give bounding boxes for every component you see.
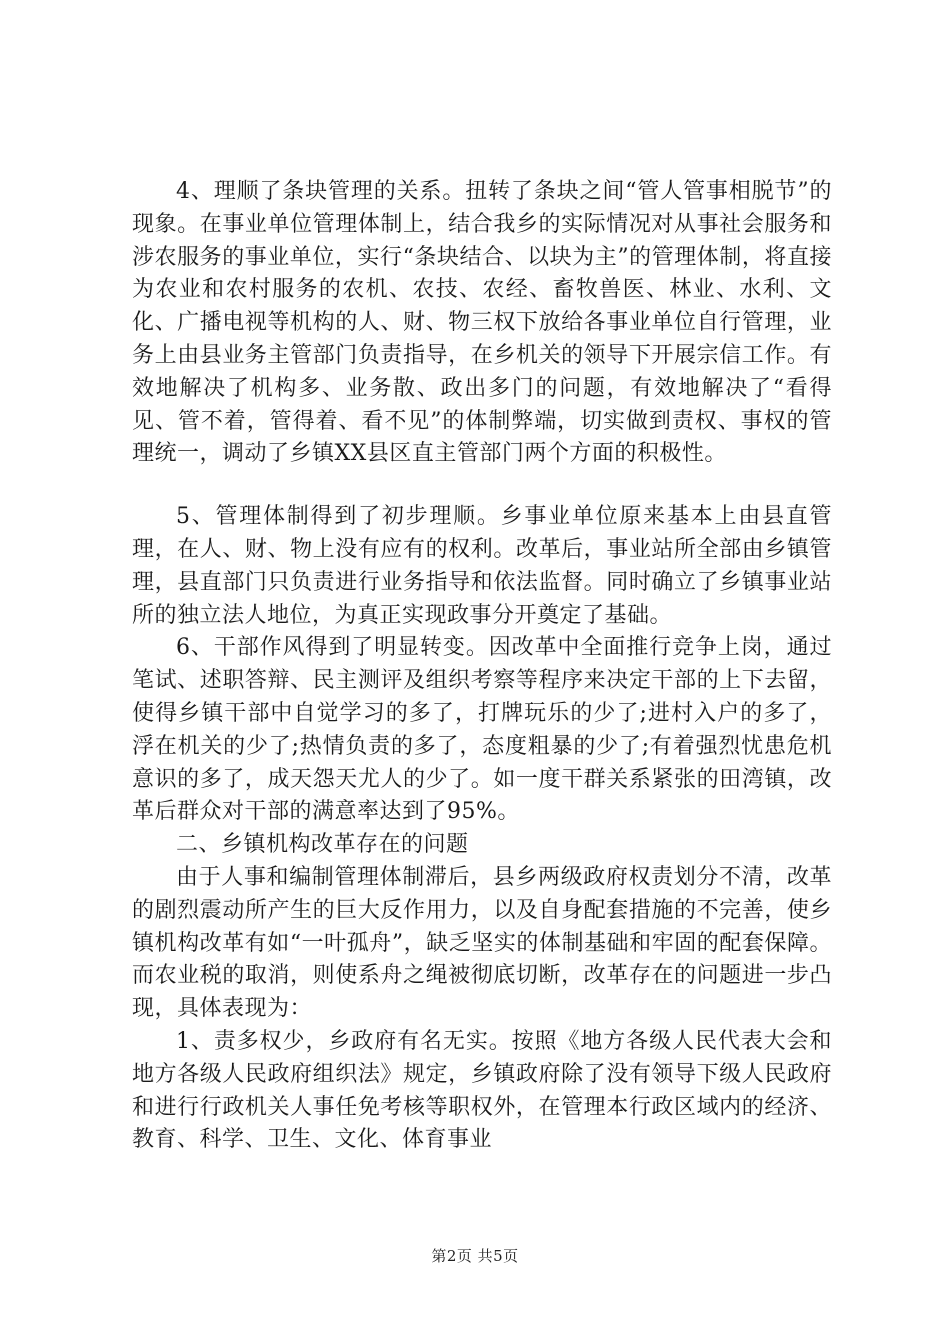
paragraph-management-relation: 4、理顺了条块管理的关系。扭转了条块之间“管人管事相脱节”的现象。在事业单位管理体制上，结合我乡的实际情况对从事社会服务和涉农服务的事业单位，实行“条块结合、以块为主”的管理体制，将直接为农业和农村服务的农机、农技、农经、畜牧兽医、林业、水利、文化、广播电视等机构的人、财、物三权下放给各事业单位自行管理，业务上由县业务主管部门负责指导，在乡机关的领导下开展宗信工作。有效地解决了机构多、业务散、政出多门的问题，有效地解决了“看得见、管不着，管得着、看不见”的体制弊端，切实做到责权、事权的管理统一，调动了乡镇XX县区直主管部门两个方面的积极性。 xyxy=(132,179,832,467)
paragraph-management-system: 5、管理体制得到了初步理顺。乡事业单位原来基本上由县直管理，在人、财、物上没有应有的权利。改革后，事业站所全部由乡镇管理，县直部门只负责进行业务指导和依法监督。同时确立了乡镇事业站所的独立法人地位，为真正实现政事分开奠定了基础。 xyxy=(132,504,832,628)
paragraph-problems-intro: 由于人事和编制管理体制滞后，县乡两级政府权责划分不清，改革的剧烈震动所产生的巨大反作用力，以及自身配套措施的不完善，使乡镇机构改革有如“一叶孤舟”，缺乏坚实的体制基础和牢固的配套保障。而农业税的取消，则使系舟之绳被彻底切断，改革存在的问题进一步凸现，具体表现为： xyxy=(132,864,832,1022)
paragraph-cadre-style: 6、干部作风得到了明显转变。因改革中全面推行竞争上岗，通过笔试、述职答辩、民主测评及组织考察等程序来决定干部的上下去留，使得乡镇干部中自觉学习的多了，打牌玩乐的少了;进村入户的多了，浮在机关的少了;热情负责的多了，态度粗暴的少了;有着强烈忧患危机意识的多了，成天怨天尤人的少了。如一度干群关系紧张的田湾镇，改革后群众对干部的满意率达到了95%。 xyxy=(132,635,832,825)
section-heading-problems: 二、乡镇机构改革存在的问题 xyxy=(176,832,469,858)
document-body xyxy=(132,176,832,1157)
page-number-footer: 第2页 共5页 xyxy=(431,1247,519,1265)
paragraph-more-duty-less-power: 1、责多权少，乡政府有名无实。按照《地方各级人民代表大会和地方各级人民政府组织法》规定，乡镇政府除了没有领导下级人民政府和进行行政机关人事任免考核等职权外，在管理本行政区域内的经济、教育、科学、卫生、文化、体育事业 xyxy=(132,1028,832,1153)
